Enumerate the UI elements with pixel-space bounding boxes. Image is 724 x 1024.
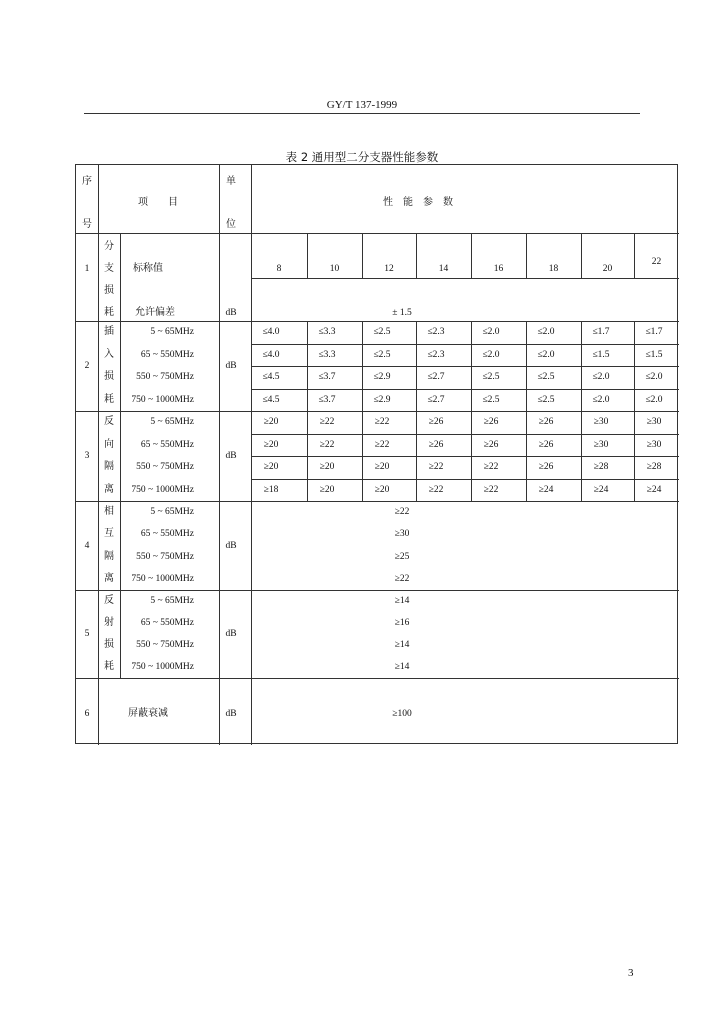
value-cell: ≤3.3 xyxy=(318,327,336,338)
header-unit: 单 xyxy=(226,176,236,187)
value-cell: ≥26 xyxy=(428,417,444,428)
tolerance-label: 允许偏差 xyxy=(135,307,175,318)
nominal-value: 22 xyxy=(651,257,662,267)
row-number: 2 xyxy=(84,361,90,371)
value-cell: ≥22 xyxy=(483,462,499,473)
value-cell: ≥26 xyxy=(483,439,499,450)
value-cell: ≥20 xyxy=(374,484,390,495)
row-rule xyxy=(251,278,679,279)
value-cell: ≥16 xyxy=(394,618,410,628)
value-cell: ≤4.5 xyxy=(262,394,280,405)
value-cell: ≤2.0 xyxy=(537,327,555,338)
header-performance: 性 能 参 数 xyxy=(383,197,453,208)
nominal-value: 18 xyxy=(548,264,559,274)
nominal-value: 12 xyxy=(384,264,394,274)
group-char: 支 xyxy=(104,263,114,274)
row-number: 4 xyxy=(84,540,90,551)
section-rule xyxy=(76,411,679,412)
frequency-band: 65 ~ 550MHz xyxy=(140,439,194,450)
header-seq: 号 xyxy=(82,219,92,230)
value-cell: ≤2.7 xyxy=(427,394,445,405)
value-cell: ≥14 xyxy=(394,640,410,650)
value-cell: ≥24 xyxy=(538,484,554,495)
value-cell: ≤2.0 xyxy=(482,327,500,338)
column-rule xyxy=(251,165,252,745)
value-cell: ≤2.0 xyxy=(592,372,610,383)
group-char: 耗 xyxy=(104,307,114,318)
value-cell: ≥20 xyxy=(263,462,279,473)
nominal-value: 20 xyxy=(602,264,613,274)
running-header: GY/T 137-1999 xyxy=(326,99,398,111)
value-cell: ≤2.5 xyxy=(482,372,500,383)
frequency-band: 750 ~ 1000MHz xyxy=(131,394,194,405)
group-char: 反 xyxy=(104,416,114,428)
group-char: 离 xyxy=(104,483,114,495)
table-caption: 表 2 通用型二分支器性能参数 xyxy=(285,150,439,164)
shielding-label: 屏蔽衰减 xyxy=(128,708,168,719)
column-rule xyxy=(120,233,121,678)
frequency-band: 5 ~ 65MHz xyxy=(150,327,194,338)
frequency-band: 550 ~ 750MHz xyxy=(136,551,194,562)
value-cell: ≤2.5 xyxy=(537,372,555,383)
group-char: 隔 xyxy=(104,461,114,473)
value-rule xyxy=(526,321,527,411)
value-rule xyxy=(471,233,472,278)
value-cell: ≥30 xyxy=(394,529,410,540)
value-rule xyxy=(471,321,472,411)
value-cell: ≤2.3 xyxy=(427,327,445,338)
value-cell: ≥28 xyxy=(593,462,609,473)
column-rule xyxy=(98,165,99,745)
value-cell: ≥14 xyxy=(394,662,410,672)
group-char: 互 xyxy=(104,528,114,540)
row-number: 3 xyxy=(84,451,90,461)
row-rule xyxy=(251,344,679,345)
value-cell: ≤4.0 xyxy=(262,349,280,360)
value-rule xyxy=(634,233,635,278)
value-rule xyxy=(362,233,363,278)
value-cell: ≤2.7 xyxy=(427,372,445,383)
value-rule xyxy=(581,411,582,501)
value-rule xyxy=(416,233,417,278)
value-cell: ≤1.5 xyxy=(592,349,610,360)
unit-cell: dB xyxy=(225,709,237,719)
value-cell: ≥22 xyxy=(483,484,499,495)
value-cell: ≥24 xyxy=(646,484,662,495)
value-rule xyxy=(307,233,308,278)
unit-cell: dB xyxy=(225,308,237,318)
value-cell: ≤2.0 xyxy=(537,349,555,360)
group-char: 耗 xyxy=(104,661,114,672)
group-char: 损 xyxy=(104,371,114,383)
value-cell: ≥26 xyxy=(483,417,499,428)
frequency-band: 5 ~ 65MHz xyxy=(150,596,194,606)
unit-cell: dB xyxy=(225,451,237,461)
header-seq: 序 xyxy=(82,176,92,187)
value-cell: ≤2.0 xyxy=(645,394,663,405)
frequency-band: 750 ~ 1000MHz xyxy=(131,573,194,584)
value-cell: ≥20 xyxy=(263,439,279,450)
row-rule xyxy=(251,479,679,480)
nominal-label: 标称值 xyxy=(133,263,163,274)
value-cell: ≥18 xyxy=(263,484,279,495)
value-cell: ≤2.3 xyxy=(427,349,445,360)
value-cell: ≤2.5 xyxy=(373,349,391,360)
group-char: 向 xyxy=(104,438,114,450)
page-number: 3 xyxy=(628,967,634,979)
value-cell: ≥30 xyxy=(593,417,609,428)
value-cell: ≥22 xyxy=(374,439,390,450)
value-cell: ≥30 xyxy=(593,439,609,450)
value-cell: ≤2.5 xyxy=(482,394,500,405)
value-cell: ≥24 xyxy=(593,484,609,495)
row-rule xyxy=(251,456,679,457)
value-cell: ≤2.9 xyxy=(373,394,391,405)
group-char: 损 xyxy=(104,639,114,650)
value-cell: ≤3.7 xyxy=(318,394,336,405)
value-rule xyxy=(307,321,308,411)
column-rule xyxy=(219,165,220,745)
value-rule xyxy=(634,411,635,501)
value-cell: ≤4.0 xyxy=(262,327,280,338)
frequency-band: 65 ~ 550MHz xyxy=(140,618,194,628)
value-cell: ≥20 xyxy=(319,484,335,495)
nominal-value: 8 xyxy=(276,264,282,274)
value-cell: ≥30 xyxy=(646,439,662,450)
frequency-band: 65 ~ 550MHz xyxy=(140,529,194,540)
value-cell: ≥28 xyxy=(646,462,662,473)
value-rule xyxy=(526,411,527,501)
value-cell: ≥26 xyxy=(538,439,554,450)
value-cell: ≥22 xyxy=(374,417,390,428)
frequency-band: 550 ~ 750MHz xyxy=(136,640,194,650)
value-cell: ≥100 xyxy=(392,709,412,719)
nominal-value: 16 xyxy=(493,264,504,274)
value-cell: ≤1.7 xyxy=(645,327,663,338)
value-rule xyxy=(416,411,417,501)
group-char: 射 xyxy=(104,617,114,628)
section-rule xyxy=(76,678,679,679)
frequency-band: 550 ~ 750MHz xyxy=(136,372,194,383)
group-char: 反 xyxy=(104,595,114,606)
value-cell: ≥20 xyxy=(263,417,279,428)
value-cell: ≤2.0 xyxy=(482,349,500,360)
value-rule xyxy=(362,321,363,411)
value-cell: ≤2.0 xyxy=(592,394,610,405)
section-rule xyxy=(76,590,679,591)
nominal-value: 10 xyxy=(329,264,340,274)
frequency-band: 65 ~ 550MHz xyxy=(140,349,194,360)
unit-cell: dB xyxy=(225,361,237,371)
value-cell: ≥26 xyxy=(538,417,554,428)
frequency-band: 750 ~ 1000MHz xyxy=(131,484,194,495)
value-cell: ≥26 xyxy=(538,462,554,473)
nominal-value: 14 xyxy=(438,264,449,274)
value-cell: ≥25 xyxy=(394,551,410,562)
frequency-band: 5 ~ 65MHz xyxy=(150,417,194,428)
value-cell: ≤2.9 xyxy=(373,372,391,383)
value-cell: ≤4.5 xyxy=(262,372,280,383)
frequency-band: 550 ~ 750MHz xyxy=(136,462,194,473)
value-rule xyxy=(634,321,635,411)
value-rule xyxy=(581,233,582,278)
header-item: 项 目 xyxy=(138,197,178,208)
value-cell: ≤2.5 xyxy=(537,394,555,405)
row-number: 1 xyxy=(84,264,90,274)
group-char: 隔 xyxy=(104,550,114,562)
performance-table xyxy=(75,164,678,744)
value-cell: ≤2.5 xyxy=(373,327,391,338)
value-cell: ≤2.0 xyxy=(645,372,663,383)
frequency-band: 5 ~ 65MHz xyxy=(150,507,194,518)
group-char: 入 xyxy=(104,348,114,360)
value-cell: ≤1.7 xyxy=(592,327,610,338)
row-rule xyxy=(251,366,679,367)
unit-cell: dB xyxy=(225,629,237,639)
header-unit: 位 xyxy=(226,219,236,230)
value-cell: ≤1.5 xyxy=(645,349,663,360)
group-char: 分 xyxy=(104,241,114,252)
value-cell: ≥22 xyxy=(319,417,335,428)
value-cell: ≥22 xyxy=(428,462,444,473)
tolerance-value: ± 1.5 xyxy=(392,308,412,318)
section-rule xyxy=(76,233,679,234)
value-cell: ≥30 xyxy=(646,417,662,428)
row-rule xyxy=(251,389,679,390)
row-number: 5 xyxy=(84,629,90,639)
header-rule xyxy=(84,113,640,114)
value-rule xyxy=(362,411,363,501)
value-cell: ≥26 xyxy=(428,439,444,450)
group-char: 插 xyxy=(104,326,114,338)
value-cell: ≥22 xyxy=(394,573,410,584)
value-cell: ≤3.7 xyxy=(318,372,336,383)
value-cell: ≥14 xyxy=(394,596,410,606)
row-number: 6 xyxy=(84,709,90,719)
value-cell: ≥22 xyxy=(319,439,335,450)
value-rule xyxy=(307,411,308,501)
value-rule xyxy=(471,411,472,501)
group-char: 相 xyxy=(104,506,114,518)
group-char: 离 xyxy=(104,572,114,584)
section-rule xyxy=(76,321,679,322)
value-cell: ≥20 xyxy=(319,462,335,473)
value-cell: ≥22 xyxy=(394,507,410,518)
group-char: 损 xyxy=(104,285,114,296)
group-char: 耗 xyxy=(104,393,114,405)
row-rule xyxy=(251,434,679,435)
value-cell: ≥22 xyxy=(428,484,444,495)
unit-cell: dB xyxy=(225,540,237,551)
frequency-band: 750 ~ 1000MHz xyxy=(131,662,194,672)
value-rule xyxy=(416,321,417,411)
value-rule xyxy=(581,321,582,411)
value-cell: ≥20 xyxy=(374,462,390,473)
section-rule xyxy=(76,501,679,502)
value-rule xyxy=(526,233,527,278)
value-cell: ≤3.3 xyxy=(318,349,336,360)
